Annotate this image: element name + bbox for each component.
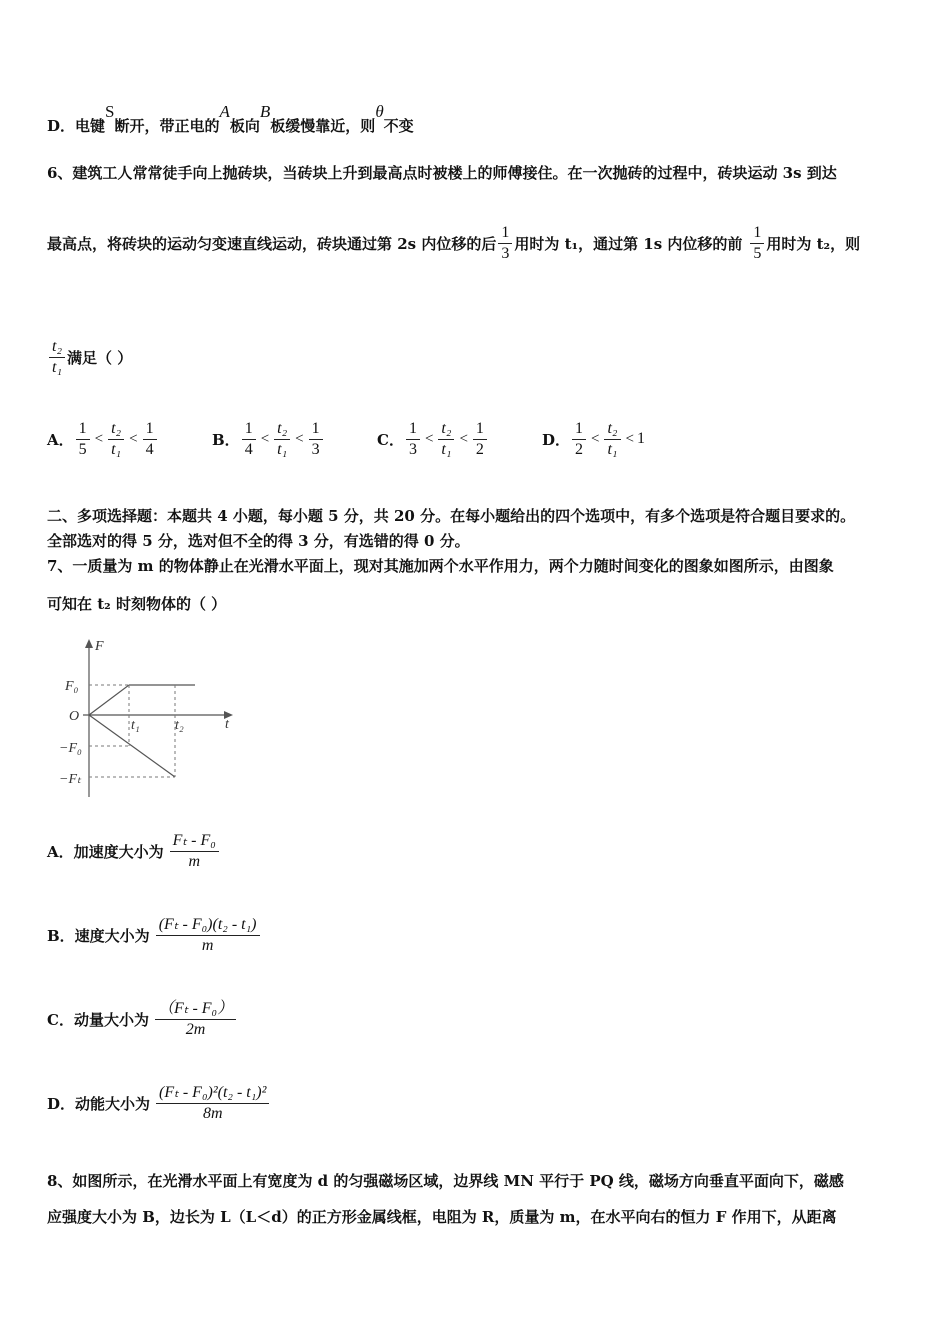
neg-f0-label: −F₀	[59, 741, 82, 756]
q6-option-a[interactable]	[47, 420, 159, 458]
inequality	[570, 420, 645, 458]
frac-num: 1	[76, 420, 90, 440]
option-label: A．加速度大小为	[47, 842, 164, 861]
symbol-theta: θ	[375, 102, 384, 121]
less-than: <	[459, 430, 468, 447]
frac-mid	[274, 420, 290, 458]
option-label: D．动能大小为	[47, 1094, 151, 1113]
frac-num: 1	[309, 420, 323, 440]
frac-den: t₁	[441, 440, 452, 458]
q8-line-1: 8、如图所示，在光滑水平面上有宽度为 d 的匀强磁场区域，边界线 MN 平行于 PQ 线，磁场方向垂直平面向下，磁感	[47, 1172, 844, 1190]
q6-option-d[interactable]	[542, 420, 645, 458]
less-than: <	[295, 430, 304, 447]
frac-den: 8m	[202, 1104, 223, 1122]
less-than: <	[94, 430, 104, 447]
section-2-heading: 二、多项选择题：本题共 4 小题，每小题 5 分，共 20 分。在每小题给出的四个选项中，有多个选项是符合题目要求的。	[47, 507, 856, 525]
frac-num: 1	[572, 420, 586, 440]
frac-den: t₁	[52, 358, 63, 376]
q6-line2-a: 最高点，将砖块的运动匀变速直线运动，砖块通过第 2s 内位移的后	[47, 234, 497, 253]
less-than: <	[129, 430, 138, 447]
option-label: C．	[377, 430, 404, 449]
inequality	[404, 420, 489, 458]
option-fraction	[155, 1000, 236, 1038]
option-fraction	[156, 916, 260, 954]
frac-right	[143, 420, 157, 458]
option-label: A．	[47, 430, 74, 449]
symbol-s: S	[105, 102, 115, 121]
q5d-text-2: 板向	[229, 117, 260, 135]
option-fraction	[170, 832, 219, 870]
option-label: B．速度大小为	[47, 926, 150, 945]
frac-den: 2	[475, 440, 484, 458]
q6-line-1: 6、建筑工人常常徒手向上抛砖块，当砖块上升到最高点时被楼上的师傅接住。在一次抛砖的过程中，砖块运动 3s 到达	[47, 164, 837, 182]
frac-num: t₂	[604, 420, 620, 440]
frac-den: 3	[501, 244, 510, 262]
frac-den: m	[188, 852, 200, 870]
q6-line3-text: 满足（ ）	[67, 348, 133, 367]
frac-right	[473, 420, 487, 458]
q6-option-b[interactable]	[212, 420, 325, 458]
inequality	[240, 420, 325, 458]
less-than: <	[260, 430, 270, 447]
t1-label: t₁	[131, 718, 140, 733]
plain-value: 1	[636, 430, 645, 448]
less-than: <	[591, 430, 600, 447]
frac-num: (Fₜ - F₀)²(t₂ - t₁)²	[156, 1084, 269, 1104]
f-rise-line	[89, 685, 129, 715]
less-than: <	[625, 430, 634, 447]
q6-option-c[interactable]	[377, 420, 489, 458]
frac-left	[572, 420, 586, 458]
symbol-b: B	[259, 102, 271, 121]
origin-label: O	[69, 709, 80, 724]
option-fraction	[156, 1084, 269, 1122]
frac-den: 3	[408, 440, 417, 458]
section-2-rule: 全部选对的得 5 分，选对但不全的得 3 分，有选错的得 0 分。	[47, 532, 470, 550]
q7-option-c[interactable]	[47, 1000, 238, 1038]
f0-label: F₀	[65, 679, 79, 694]
frac-num: 1	[242, 420, 256, 440]
q5d-text-1: 断开，带正电的	[114, 117, 220, 135]
inequality	[74, 420, 159, 458]
frac-mid	[438, 420, 454, 458]
frac-num: （Fₜ - F₀）	[155, 1000, 236, 1020]
frac-num: t₂	[49, 338, 65, 358]
y-axis-arrow	[85, 639, 93, 648]
x-axis-label: t	[225, 717, 229, 732]
frac-left	[406, 420, 420, 458]
q7-line-1: 7、一质量为 m 的物体静止在光滑水平面上，现对其施加两个水平作用力，两个力随时间变化的图象如图所示，由图象	[47, 557, 834, 575]
y-axis-label: F	[95, 639, 104, 654]
frac-den: 3	[311, 440, 320, 458]
frac-num: (Fₜ - F₀)(t₂ - t₁)	[156, 916, 260, 936]
frac-mid	[108, 420, 124, 458]
q7-option-b[interactable]	[47, 916, 262, 954]
q5-option-d	[47, 102, 414, 136]
frac-num: 1	[473, 420, 487, 440]
t2-label: t₂	[175, 718, 184, 733]
q7-option-a[interactable]	[47, 832, 221, 870]
q6-line-2	[47, 224, 860, 262]
q5d-label: D．电键	[47, 117, 106, 135]
frac-num: 1	[143, 420, 157, 440]
fraction-one-fifth	[750, 224, 764, 262]
neg-ft-label: −Fₜ	[59, 772, 82, 787]
frac-den: 4	[145, 440, 154, 458]
q5d-text-3: 板缓慢靠近，则	[270, 117, 376, 135]
frac-den: 4	[244, 440, 253, 458]
frac-den: t₁	[277, 440, 288, 458]
frac-num: 1	[750, 224, 764, 244]
frac-right	[309, 420, 323, 458]
q6-line-3	[47, 338, 132, 376]
q5d-text-4: 不变	[383, 117, 414, 135]
frac-left	[242, 420, 256, 458]
frac-num: Fₜ - F₀	[170, 832, 219, 852]
frac-den: 5	[753, 244, 762, 262]
frac-num: 1	[498, 224, 512, 244]
q6-line2-b: 用时为 t₁，通过第 1s 内位移的前	[514, 234, 743, 253]
force-time-graph	[55, 635, 255, 805]
frac-den: 5	[78, 440, 87, 458]
q8-line-2: 应强度大小为 B，边长为 L（L＜d）的正方形金属线框，电阻为 R，质量为 m，在水平向右的恒力 F 作用下，从距离	[47, 1208, 837, 1226]
less-than: <	[424, 430, 434, 447]
frac-mid	[604, 420, 620, 458]
frac-left	[76, 420, 90, 458]
frac-num: t₂	[274, 420, 290, 440]
fraction-t2-over-t1	[49, 338, 65, 376]
frac-den: m	[201, 936, 214, 954]
frac-den: t₁	[111, 440, 122, 458]
frac-num: t₂	[438, 420, 454, 440]
option-label: B．	[212, 430, 240, 449]
frac-den: 2	[575, 440, 584, 458]
frac-num: 1	[406, 420, 420, 440]
symbol-a: A	[219, 102, 230, 121]
option-label: D．	[542, 430, 571, 449]
q7-option-d[interactable]	[47, 1084, 271, 1122]
frac-den: t₁	[607, 440, 618, 458]
option-label: C．动量大小为	[47, 1010, 149, 1029]
frac-den: 2m	[185, 1020, 206, 1038]
q6-line2-c: 用时为 t₂，则	[766, 234, 861, 253]
fraction-one-third	[498, 224, 512, 262]
frac-num: t₂	[108, 420, 124, 440]
q7-line-2: 可知在 t₂ 时刻物体的（ ）	[47, 595, 227, 613]
